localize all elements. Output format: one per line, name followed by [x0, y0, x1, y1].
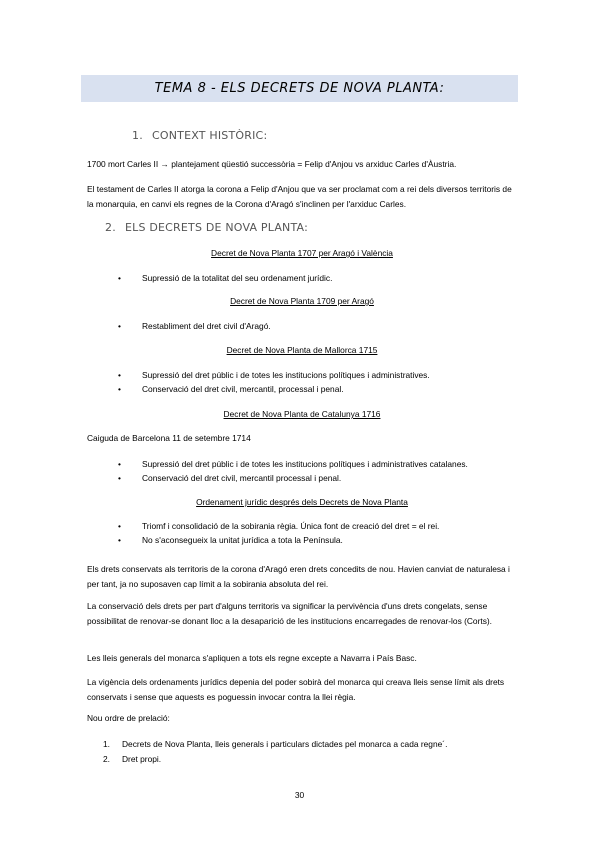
bullet-icon: •	[118, 473, 121, 483]
bullet-list	[118, 368, 518, 396]
bullet-item: • Conservació del dret civil, mercantil, processal i penal.	[118, 384, 344, 394]
bullet-icon: •	[118, 273, 121, 283]
decree-heading: Decret de Nova Planta 1709 per Aragó	[230, 296, 374, 306]
bullet-list	[118, 457, 518, 485]
decree-heading: Decret de Nova Planta de Mallorca 1715	[226, 345, 378, 355]
bullet-item: • Supressió de la totalitat del seu ordenament jurídic.	[118, 273, 333, 283]
section-number: 1.	[132, 129, 143, 142]
section-title: CONTEXT HISTÒRIC:	[152, 129, 268, 142]
paragraph: Els drets conservats als territoris de la corona d'Aragó eren drets concedits de nou. Havien canviat de naturalesa i per tant, ja no suposaven cap límit a la sobirania absoluta del rei.	[87, 564, 510, 589]
bullet-item: • Restabliment del dret civil d'Aragó.	[118, 321, 271, 331]
bullet-list	[118, 319, 518, 333]
decree-heading: Decret de Nova Planta 1707 per Aragó i València	[211, 248, 393, 258]
paragraph: Les lleis generals del monarca s'apliquen a tots els regne excepte a Navarra i País Basc.	[87, 653, 417, 663]
section-heading-1	[132, 129, 267, 142]
section-title: ELS DECRETS DE NOVA PLANTA:	[125, 221, 308, 234]
section-number: 2.	[105, 221, 116, 234]
bullet-item: • Supressió del dret públic i de totes les institucions polítiques i administratives.	[118, 370, 430, 380]
numbered-list	[103, 737, 513, 767]
bullet-item: • Supressió del dret públic i de totes les institucions polítiques i administratives catalanes.	[118, 459, 468, 469]
decree-heading: Decret de Nova Planta de Catalunya 1716	[223, 409, 381, 419]
bullet-list	[118, 271, 518, 285]
list-item: 2. Dret propi.	[103, 754, 162, 764]
title-banner	[81, 75, 518, 102]
bullet-item: • Conservació del dret civil, mercantil processal i penal.	[118, 473, 342, 483]
bullet-item: • Triomf i consolidació de la sobirania règia. Única font de creació del dret = el rei.	[118, 521, 440, 531]
bullet-icon: •	[118, 521, 121, 531]
bullet-item: • No s'aconsegueix la unitat jurídica a tota la Península.	[118, 535, 343, 545]
paragraph: Caiguda de Barcelona 11 de setembre 1714	[87, 433, 251, 443]
bullet-icon: •	[118, 370, 121, 380]
paragraph: La conservació dels drets per part d'alguns territoris va significar la pervivència d'uns drets congelats, sense possibilitat de renovar-se donant lloc a la desaparició de les institucions encarregades de renovar-los (Corts).	[87, 601, 493, 626]
page-number: 30	[294, 790, 305, 800]
paragraph: La vigència dels ordenaments jurídics depenia del poder sobirà del monarca qui creava lleis sense límit als drets conservats i sense que aquests es poguessin invocar contra la llei règia.	[87, 677, 505, 702]
section-heading-2	[105, 221, 308, 234]
page-title: TEMA 8 - ELS DECRETS DE NOVA PLANTA:	[154, 81, 445, 96]
bullet-icon: •	[118, 384, 121, 394]
paragraph: Nou ordre de prelació:	[87, 713, 170, 723]
paragraph: El testament de Carles II atorga la corona a Felip d'Anjou que va ser proclamat com a rei dels diversos territoris de la monarquia, en canvi els regnes de la Corona d'Aragó s'inclinen per l'arxiduc Carles.	[87, 184, 512, 209]
bullet-icon: •	[118, 535, 121, 545]
bullet-icon: •	[118, 321, 121, 331]
list-item: 1. Decrets de Nova Planta, lleis generals i particulars dictades pel monarca a cada regne´.	[103, 739, 448, 749]
paragraph: 1700 mort Carles II → plantejament qüestió successòria = Felip d'Anjou vs arxiduc Carles d'Àustria.	[87, 159, 457, 169]
bullet-icon: •	[118, 459, 121, 469]
bullet-list	[118, 519, 518, 547]
decree-heading: Ordenament jurídic després dels Decrets de Nova Planta	[196, 497, 408, 507]
